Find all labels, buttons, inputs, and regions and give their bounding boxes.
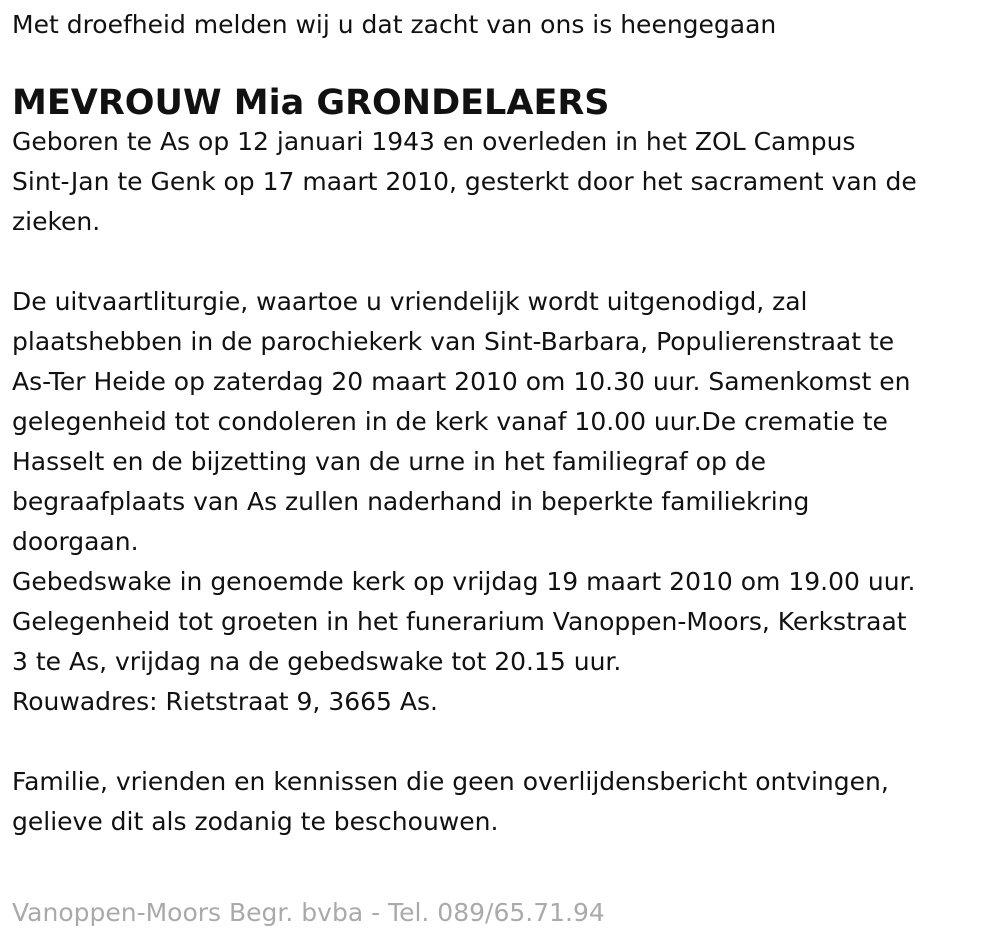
wake-line: Gebedswake in genoemde kerk op vrijdag 19 maart 2010 om 19.00 uur. <box>12 567 916 596</box>
funeral-line: doorgaan. <box>12 527 139 556</box>
family-note-line: gelieve dit als zodanig te beschouwen. <box>12 807 499 836</box>
birth-death-line: zieken. <box>12 207 101 236</box>
family-note-line: Familie, vrienden en kennissen die geen overlijdensbericht ontvingen, <box>12 767 889 796</box>
funeral-line: As-Ter Heide op zaterdag 20 maart 2010 om 10.30 uur. Samenkomst en <box>12 367 911 396</box>
funeral-line: De uitvaartliturgie, waartoe u vriendelijk wordt uitgenodigd, zal <box>12 287 808 316</box>
family-note-paragraph <box>12 762 988 842</box>
birth-death-paragraph <box>12 122 988 242</box>
birth-death-line: Sint-Jan te Genk op 17 maart 2010, gesterkt door het sacrament van de <box>12 167 917 196</box>
funeral-home-footer: Vanoppen-Moors Begr. bvba - Tel. 089/65.71.94 <box>12 898 605 927</box>
visitation-line: 3 te As, vrijdag na de gebedswake tot 20.15 uur. <box>12 647 622 676</box>
birth-death-line: Geboren te As op 12 januari 1943 en overleden in het ZOL Campus <box>12 127 856 156</box>
intro-line: Met droefheid melden wij u dat zacht van ons is heengegaan <box>12 10 777 39</box>
deceased-name: MEVROUW Mia GRONDELAERS <box>12 83 610 123</box>
funeral-line: Hasselt en de bijzetting van de urne in het familiegraf op de <box>12 447 767 476</box>
visitation-line: Gelegenheid tot groeten in het funerarium Vanoppen-Moors, Kerkstraat <box>12 607 907 636</box>
funeral-line: gelegenheid tot condoleren in de kerk vanaf 10.00 uur.De crematie te <box>12 407 888 436</box>
funeral-line: begraafplaats van As zullen naderhand in beperkte familiekring <box>12 487 810 516</box>
funeral-paragraph <box>12 282 988 722</box>
funeral-line: plaatshebben in de parochiekerk van Sint-Barbara, Populierenstraat te <box>12 327 895 356</box>
mourning-address: Rouwadres: Rietstraat 9, 3665 As. <box>12 687 438 716</box>
